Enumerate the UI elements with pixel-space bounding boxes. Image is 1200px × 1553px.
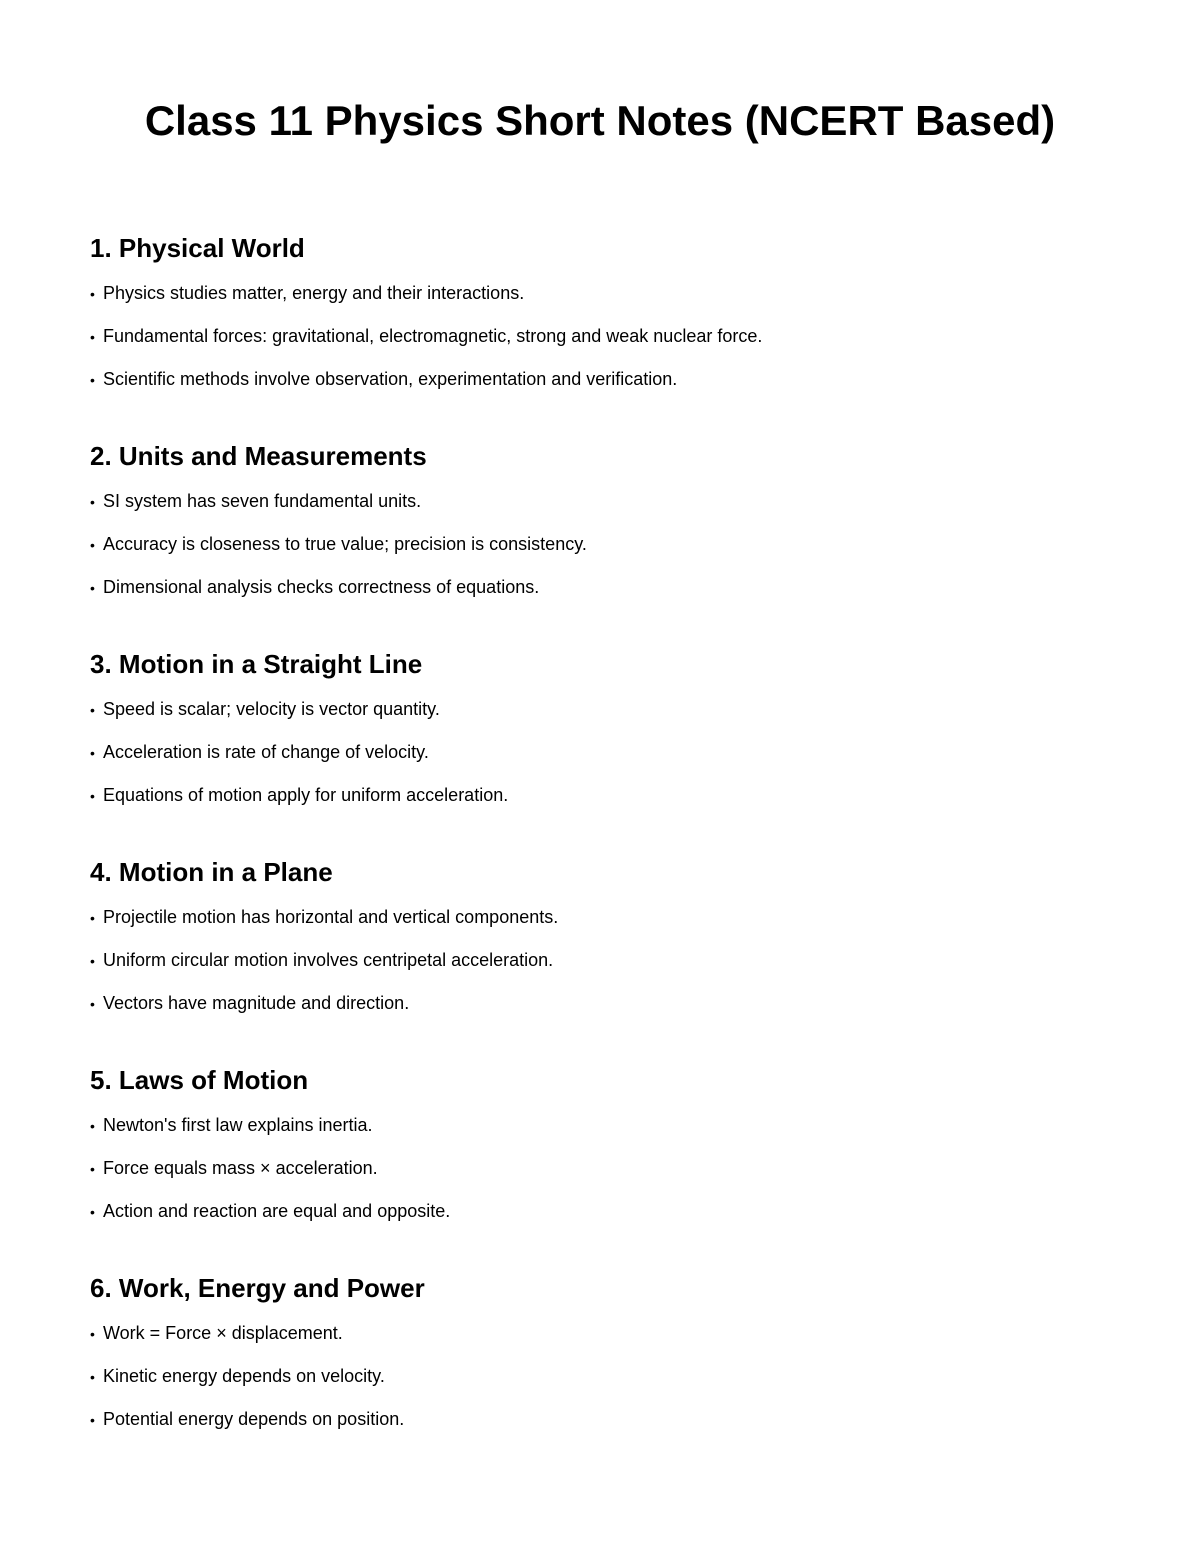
section-heading: 4. Motion in a Plane xyxy=(90,857,333,887)
bullet-icon: • xyxy=(90,329,95,345)
list-item-text: Acceleration is rate of change of velocity. xyxy=(103,742,429,762)
bullet-list xyxy=(90,896,1130,1025)
list-item xyxy=(90,1104,1130,1147)
section-physical-world xyxy=(90,230,1130,438)
list-item xyxy=(90,272,1130,315)
list-item-text: SI system has seven fundamental units. xyxy=(103,491,422,511)
notes-sections xyxy=(90,230,1130,1478)
bullet-icon: • xyxy=(90,910,95,926)
list-item xyxy=(90,1355,1130,1398)
bullet-list xyxy=(90,1104,1130,1233)
list-item-text: Speed is scalar; velocity is vector quantity. xyxy=(103,699,440,719)
bullet-icon: • xyxy=(90,580,95,596)
bullet-icon: • xyxy=(90,1118,95,1134)
section-heading: 6. Work, Energy and Power xyxy=(90,1273,425,1303)
section-laws-of-motion xyxy=(90,1062,1130,1270)
bullet-list xyxy=(90,688,1130,817)
bullet-icon: • xyxy=(90,702,95,718)
list-item xyxy=(90,731,1130,774)
list-item xyxy=(90,982,1130,1025)
list-item-text: Dimensional analysis checks correctness of equations. xyxy=(103,577,540,597)
list-item xyxy=(90,480,1130,523)
list-item xyxy=(90,1190,1130,1233)
bullet-icon: • xyxy=(90,1412,95,1428)
bullet-icon: • xyxy=(90,286,95,302)
bullet-icon: • xyxy=(90,996,95,1012)
bullet-list xyxy=(90,1312,1130,1441)
bullet-icon: • xyxy=(90,537,95,553)
bullet-icon: • xyxy=(90,953,95,969)
list-item-text: Potential energy depends on position. xyxy=(103,1409,405,1429)
section-units-and-measurements xyxy=(90,438,1130,646)
list-item xyxy=(90,566,1130,609)
list-item xyxy=(90,1312,1130,1355)
bullet-icon: • xyxy=(90,1326,95,1342)
bullet-list xyxy=(90,480,1130,609)
list-item-text: Work = Force × displacement. xyxy=(103,1323,343,1343)
section-motion-in-a-straight-line xyxy=(90,646,1130,854)
bullet-icon: • xyxy=(90,372,95,388)
section-motion-in-a-plane xyxy=(90,854,1130,1062)
list-item xyxy=(90,774,1130,817)
bullet-icon: • xyxy=(90,1161,95,1177)
list-item-text: Newton's first law explains inertia. xyxy=(103,1115,373,1135)
list-item-text: Uniform circular motion involves centripetal acceleration. xyxy=(103,950,554,970)
section-heading: 2. Units and Measurements xyxy=(90,441,427,471)
list-item-text: Force equals mass × acceleration. xyxy=(103,1158,378,1178)
list-item xyxy=(90,1147,1130,1190)
page-title: Class 11 Physics Short Notes (NCERT Based) xyxy=(144,97,1056,144)
list-item-text: Physics studies matter, energy and their interactions. xyxy=(103,283,525,303)
list-item-text: Scientific methods involve observation, experimentation and verification. xyxy=(103,369,678,389)
list-item-text: Projectile motion has horizontal and vertical components. xyxy=(103,907,559,927)
list-item xyxy=(90,315,1130,358)
list-item xyxy=(90,896,1130,939)
section-heading: 5. Laws of Motion xyxy=(90,1065,309,1095)
list-item-text: Vectors have magnitude and direction. xyxy=(103,993,410,1013)
section-work-energy-and-power xyxy=(90,1270,1130,1478)
list-item-text: Action and reaction are equal and opposite. xyxy=(103,1201,451,1221)
list-item xyxy=(90,523,1130,566)
list-item xyxy=(90,358,1130,401)
list-item-text: Accuracy is closeness to true value; precision is consistency. xyxy=(103,534,587,554)
list-item-text: Fundamental forces: gravitational, electromagnetic, strong and weak nuclear force. xyxy=(103,326,763,346)
bullet-icon: • xyxy=(90,1204,95,1220)
section-heading: 3. Motion in a Straight Line xyxy=(90,649,423,679)
list-item xyxy=(90,1398,1130,1441)
list-item xyxy=(90,939,1130,982)
bullet-icon: • xyxy=(90,745,95,761)
bullet-icon: • xyxy=(90,1369,95,1385)
list-item-text: Kinetic energy depends on velocity. xyxy=(103,1366,385,1386)
section-heading: 1. Physical World xyxy=(90,233,305,263)
bullet-icon: • xyxy=(90,788,95,804)
bullet-icon: • xyxy=(90,494,95,510)
bullet-list xyxy=(90,272,1130,401)
list-item-text: Equations of motion apply for uniform acceleration. xyxy=(103,785,509,805)
list-item xyxy=(90,688,1130,731)
